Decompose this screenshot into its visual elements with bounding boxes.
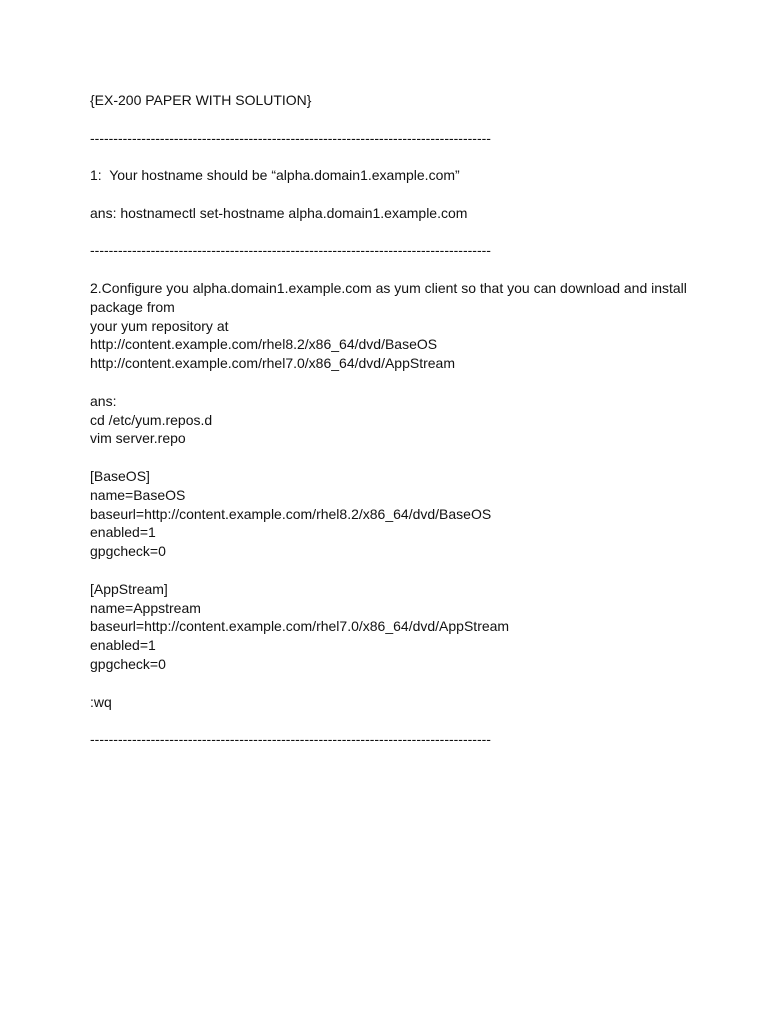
question-2-url: http://content.example.com/rhel7.0/x86_64/dvd/AppStream [90,355,455,372]
separator-line: -------------------------------------------------------------------------------------- [90,129,491,146]
baseos-repo-line: [BaseOS] [90,467,150,484]
blank-line [90,110,690,129]
appstream-repo-line: name=Appstream [90,599,201,616]
baseos-repo-line: enabled=1 [90,524,156,541]
document-title: {EX-200 PAPER WITH SOLUTION} [90,92,312,108]
blank-line [90,373,690,392]
appstream-repo-line: [AppStream] [90,580,168,597]
baseos-repo-line: gpgcheck=0 [90,543,166,560]
save-command: :wq [90,693,112,710]
appstream-repo-line: gpgcheck=0 [90,655,166,672]
baseos-repo-line: baseurl=http://content.example.com/rhel8.2/x86_64/dvd/BaseOS [90,505,492,522]
blank-line [90,674,690,693]
question-2-line: your yum repository at [90,317,229,334]
answer-2-line: vim server.repo [90,430,186,447]
answer-2-line: ans: [90,392,117,409]
blank-line [90,260,690,279]
blank-line [90,561,690,580]
appstream-repo-line: baseurl=http://content.example.com/rhel7.0/x86_64/dvd/AppStream [90,618,510,635]
blank-line [90,448,690,467]
blank-line [90,185,690,204]
document-body [90,91,690,749]
baseos-repo-line: name=BaseOS [90,486,186,503]
blank-line [90,711,690,730]
question-2-url: http://content.example.com/rhel8.2/x86_64/dvd/BaseOS [90,336,438,353]
blank-line [90,147,690,166]
separator-line: -------------------------------------------------------------------------------------- [90,731,491,748]
answer-1: ans: hostnamectl set-hostname alpha.domain1.example.com [90,204,468,221]
question-2-line: 2.Configure you alpha.domain1.example.com as yum client so that you can download and install package from [90,279,687,315]
answer-2-line: cd /etc/yum.repos.d [90,411,213,428]
question-1: 1: Your hostname should be “alpha.domain1.example.com” [90,167,460,184]
appstream-repo-line: enabled=1 [90,637,156,654]
blank-line [90,223,690,242]
separator-line: -------------------------------------------------------------------------------------- [90,242,491,259]
